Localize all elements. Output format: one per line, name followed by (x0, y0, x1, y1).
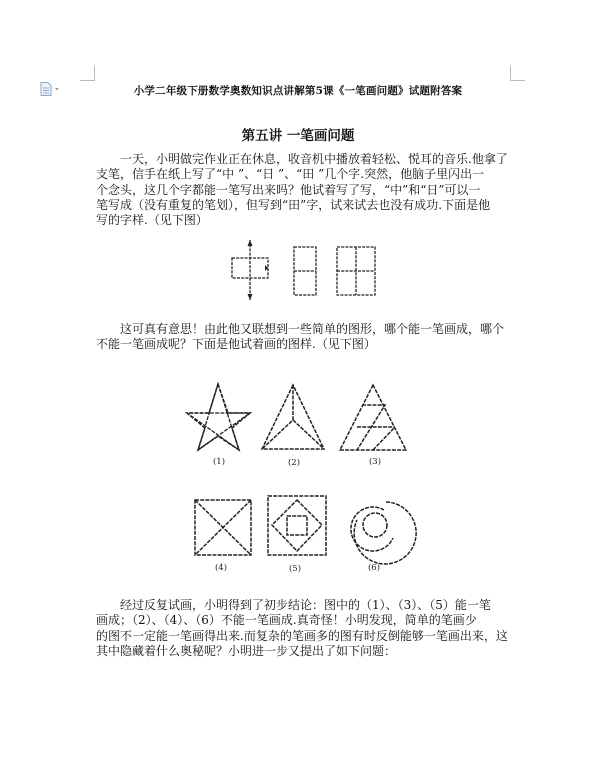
lesson-title: 第五讲 一笔画问题 (241, 128, 355, 144)
text-line: 个念头，这几个字都能一笔写出来吗？他试着写了写，“中”和“日”可以一 (96, 182, 481, 197)
document-header: 小学二年级下册数学奥数知识点讲解第5课《一笔画问题》试题附答案 (133, 85, 463, 97)
text-line: 这可真有意思！由此他又联想到一些简单的图形，哪个能一笔画成，哪个 (120, 322, 505, 336)
figure-circles (351, 502, 416, 564)
figure-caption: (3) (368, 457, 382, 467)
figure-caption: (2) (287, 458, 301, 468)
text-line: 的图不一定能一笔画得出来.而复杂的笔画多的图有时反倒能够一笔画出来，这 (96, 628, 508, 643)
text-line: 其中隐藏着什么奥秘呢？小明进一步又提出了如下问题： (96, 643, 397, 658)
figure-triangle-zigzag (340, 385, 406, 450)
figure-triangle-arrow (262, 385, 324, 449)
text-line: 不能一笔画成呢？下面是他试着画的图样.（见下图） (96, 337, 376, 352)
figure-square-x (195, 500, 251, 555)
figure-caption: (4) (214, 563, 228, 573)
paragraph-conclusion (96, 598, 508, 659)
figure-star (187, 384, 250, 450)
figure-caption: (5) (288, 564, 302, 574)
figure-square-diamond (268, 496, 326, 555)
text-line: 经过反复试画，小明得到了初步结论：图中的（1）、（3）、（5）能一笔 (120, 598, 491, 612)
figure-caption: (6) (367, 563, 381, 573)
figure-caption: (1) (212, 457, 226, 467)
text-line: 支笔，信手在纸上写了“中 ”、“日 ”、“田 ”几个字.突然，他脑子里闪出一 (96, 167, 485, 182)
text-line: 一天，小明做完作业正在休息，收音机中播放着轻松、悦耳的音乐.他拿了 (120, 152, 508, 166)
text-line: 画成；（2）、（4）、（6）不能一笔画成.真奇怪！小明发现，简单的笔画少 (96, 613, 477, 628)
text-line: 写的字样.（见下图） (96, 213, 208, 228)
text-line: 笔写成（没有重复的笔划），但写到“田”字，试来试去也没有成功.下面是他 (96, 197, 491, 212)
